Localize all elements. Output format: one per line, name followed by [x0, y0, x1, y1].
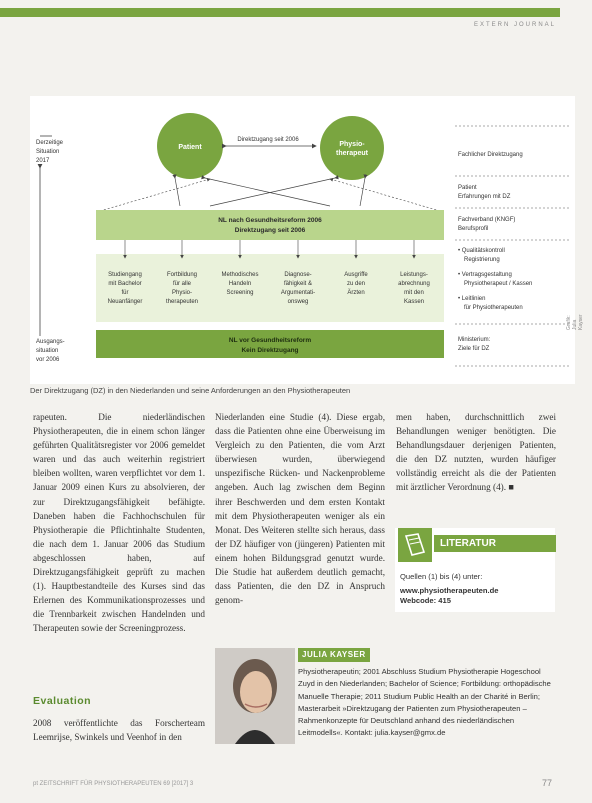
arrow-1: [175, 178, 180, 206]
col1b-text: 2008 veröffentlichte das Forscherteam Leemrijse, Swinkels und Veenhof in den: [33, 718, 205, 743]
physio-label-1: Physio-: [339, 141, 365, 148]
nl-after-reform-line-1: NL nach Gesundheitsreform 2006: [218, 217, 322, 224]
text-column-3: [396, 410, 556, 495]
physio-label-2: therapeut: [336, 150, 368, 157]
right-6a: • Leitlinien: [458, 296, 486, 302]
right-2b: Erfahrungen mit DZ: [458, 194, 511, 200]
right-2a: Patient: [458, 185, 477, 191]
journal-label: EXTERN JOURNAL: [473, 22, 556, 28]
req2-l3: Physio-: [171, 290, 193, 296]
arrow-dashed-1: [100, 179, 210, 211]
right-7b: Ziele für DZ: [458, 346, 490, 352]
req3-l2: Handeln: [228, 281, 252, 287]
figure-credit: Grafik: Julia Kayser: [566, 314, 584, 330]
left-bottom-line-3: vor 2006: [36, 357, 60, 363]
right-5a: • Vertragsgestaltung: [458, 272, 512, 278]
nl-after-reform-line-2: Direktzugang seit 2006: [234, 227, 306, 234]
req5-l2: zu den: [346, 281, 366, 287]
arrow-4: [360, 178, 365, 206]
req1-l4: Neuanfänger: [107, 299, 143, 305]
book-icon: [398, 528, 432, 562]
literature-webcode: Webcode: 415: [400, 596, 451, 605]
nl-after-reform-band: [96, 210, 444, 240]
right-5b: Physiotherapeut / Kassen: [464, 281, 533, 287]
text-column-2: [215, 410, 385, 607]
direct-access-label: Direktzugang seit 2006: [237, 137, 299, 143]
req3-l1: Methodisches: [221, 272, 259, 278]
req5-l3: Ärzten: [347, 290, 365, 296]
col3-text: men haben, durchschnittlich zwei Behandlungen weniger benötigten. Die Behandlungsdauer derjenigen Patienten, die den DZ nutzten, wurden häufiger vollständig erreicht als die der Patienten mit ärztlicher Verordnung (4). ■: [396, 412, 556, 493]
book-icon-graphic: [398, 528, 432, 562]
right-6b: für Physiotherapeuten: [464, 305, 523, 311]
req4-l1: Diagnose-: [284, 272, 312, 278]
req4-l4: onsweg: [287, 299, 309, 305]
left-bottom-line-1: Ausgangs-: [36, 339, 65, 345]
page-number: 77: [542, 778, 553, 788]
req6-l1: Leistungs-: [400, 272, 428, 278]
text-column-1: [33, 410, 205, 636]
left-bottom-line-2: situation: [36, 348, 59, 354]
req5-l1: Ausgriffe: [344, 272, 368, 278]
req6-l3: mit den: [404, 290, 424, 296]
right-4a: • Qualitätskontroll: [458, 248, 505, 254]
req2-l4: therapeuten: [165, 299, 199, 305]
req6-l4: Kassen: [403, 299, 425, 305]
top-color-bar: [0, 8, 560, 17]
req2-l2: für alle: [172, 281, 192, 287]
req4-l3: Argumentati-: [280, 290, 316, 296]
left-top-line-1: Derzeitige: [36, 140, 64, 146]
col1-text: rapeuten. Die niederländischen Physiotherapeuten, die in einem schon länger geführten Qualitätsregister vor 2006 gemeldet waren und das auch weiterhin registriert bleiben wollten, waren verpflichtet vor dem 1. Januar 2009 einen Kurs zu absolvieren, der zur Direktzugangsfähigkeit befähigte. Daneben haben die Fachhochschulen für Physiotherapie die Pflichtinhalte Studenten, die nach dem 1. Januar 2006 das Studium abgeschlossen haben, auf Direktzugangsfähigkeit geprüft zu machen (1). Hauptbestandteile des Kurses sind das Erlernen des Kommunikationsprozesses und die Trennbarkeit zwischen Handelnden und Therapeuten sowie der Screeningprozess.: [33, 412, 205, 634]
arrow-2: [205, 178, 330, 206]
nl-before-reform-line-1: NL vor Gesundheitsreform: [228, 337, 312, 344]
footer-journal: pt ZEITSCHRIFT FÜR PHYSIOTHERAPEUTEN 69 [2017] 3: [33, 781, 194, 787]
literature-title: LITERATUR: [434, 535, 556, 552]
req1-l2: mit Bachelor: [108, 281, 142, 287]
nl-before-reform-line-2: Kein Direktzugang: [241, 347, 299, 354]
req4-l2: fähigkeit &: [283, 281, 313, 287]
arrow-3: [210, 178, 335, 206]
left-top-line-3: 2017: [36, 158, 50, 164]
req2-l1: Fortbildung: [166, 272, 198, 278]
right-column: [455, 126, 570, 366]
req1-l1: Studiengang: [108, 272, 142, 278]
literature-line-1: Quellen (1) bis (4) unter:: [400, 572, 483, 581]
author-name: JULIA KAYSER: [298, 648, 370, 662]
left-top-line-2: Situation: [36, 149, 60, 155]
right-3a: Fachverband (KNGF): [458, 217, 516, 223]
direct-access-diagram: [30, 96, 575, 384]
figure-caption: Der Direktzugang (DZ) in den Niederlanden und seine Anforderungen an den Physiotherapeuten: [30, 386, 351, 395]
right-3b: Berufsprofil: [458, 226, 489, 232]
physio-circle: [320, 116, 384, 180]
arrow-dashed-2: [330, 179, 440, 211]
figure: [30, 96, 575, 384]
right-1: Fachlicher Direktzugang: [458, 152, 523, 158]
text-column-1b: [33, 716, 205, 744]
literature-url[interactable]: www.physiotherapeuten.de: [400, 586, 499, 595]
literature-text: [400, 572, 555, 606]
author-photo: [215, 648, 295, 744]
req3-l3: Screening: [226, 290, 254, 296]
author-bio: Physiotherapeutin; 2001 Abschluss Studium Physiotherapie Hogeschool Zuyd in den Niederlanden; Bachelor of Science; Fortbildung: orthopädische Manuelle Therapie; 2011 Studium Public Health an der Charité in Berlin; Masterarbeit »Direktzugang der Patienten zum Physiotherapeuten – Rahmenkonzepte für Deutschland anhand des niederländischen Leitmodells«. Kontakt: julia.kayser@gmx.de: [298, 667, 551, 738]
right-4b: Registrierung: [464, 257, 500, 263]
requirements-band: [96, 254, 444, 322]
section-heading-evaluation: Evaluation: [33, 695, 92, 707]
req6-l2: abrechnung: [398, 281, 430, 287]
col2-text: Niederlanden eine Studie (4). Diese ergab, dass die Patienten ohne eine Überweisung im Vergleich zu den Patienten, die vom Arzt überwiesen wurden, überwiegend unspezifische Rücken- und Nackenprobleme angeben. Auch lag zwischen dem Beginn ihrer Beschwerden und dem ersten Kontakt mit dem Physiotherapeuten weniger als ein Monat. Des Weiteren stellte sich heraus, dass der DZ häufiger von (jüngeren) Patienten mit einem hohen Bildungsgrad genutzt wurde. Die Studie hat außerdem deutlich gemacht, dass Patienten, die den DZ in Anspruch genom-: [215, 412, 385, 606]
req1-l3: für: [121, 290, 129, 296]
portrait-image: [215, 648, 295, 744]
right-7a: Ministerium:: [458, 337, 491, 343]
patient-label: Patient: [178, 144, 202, 151]
